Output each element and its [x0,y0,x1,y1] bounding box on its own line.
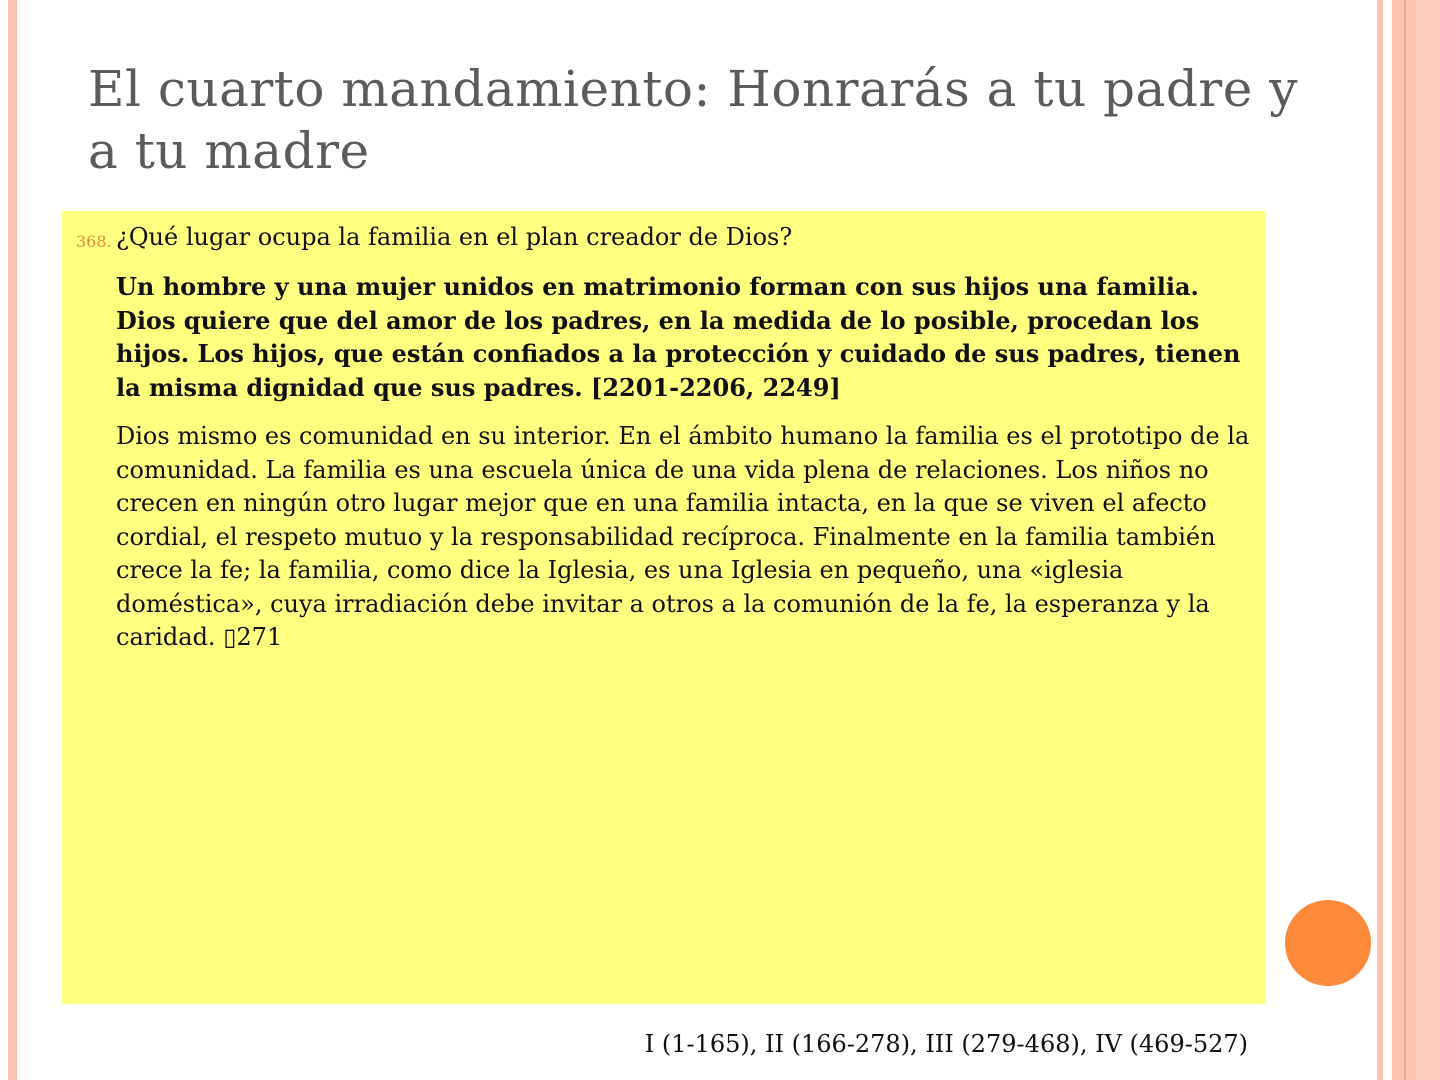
footer-text: I (1-165), II (166-278), III (279-468), IV (469-527) [644,1030,1248,1058]
answer-text: Un hombre y una mujer unidos en matrimonio forman con sus hijos una familia. Dios quiere que del amor de los padres, en la medida de lo posible, procedan los hijos. Los hijos, que están confiados a la protección y cuidado de sus padres, tienen la misma dignidad que sus padres. [2201-2206, 2249] [116,272,1241,402]
slide-title: El cuarto mandamiento: Honrarás a tu padre y a tu madre [88,60,1298,180]
explanation-text: Dios mismo es comunidad en su interior. En el ámbito humano la familia es el prototipo de la comunidad. La familia es una escuela única de una vida plena de relaciones. Los niños no crecen en ningún otro lugar mejor que en una familia intacta, en la que se viven el afecto cordial, el respeto mutuo y la responsabilidad recíproca. Finalmente en la familia también crece la fe; la familia, como dice la Iglesia, es una Iglesia en pequeño, una «iglesia doméstica», cuya irradiación debe invitar a otros a la comunión de la fe, la esperanza y la caridad. ▯271 [116,422,1250,651]
question-number: 368. [76,232,112,251]
left-border-stripe [8,0,17,1080]
right-border-stripe [1392,0,1404,1080]
decorative-circle [1285,900,1371,986]
right-border-stripe [1377,0,1383,1080]
content-box [62,211,1266,1004]
right-border-stripe [1406,0,1416,1080]
question-text: ¿Qué lugar ocupa la familia en el plan creador de Dios? [116,223,793,251]
right-border-stripe [1416,0,1440,1080]
